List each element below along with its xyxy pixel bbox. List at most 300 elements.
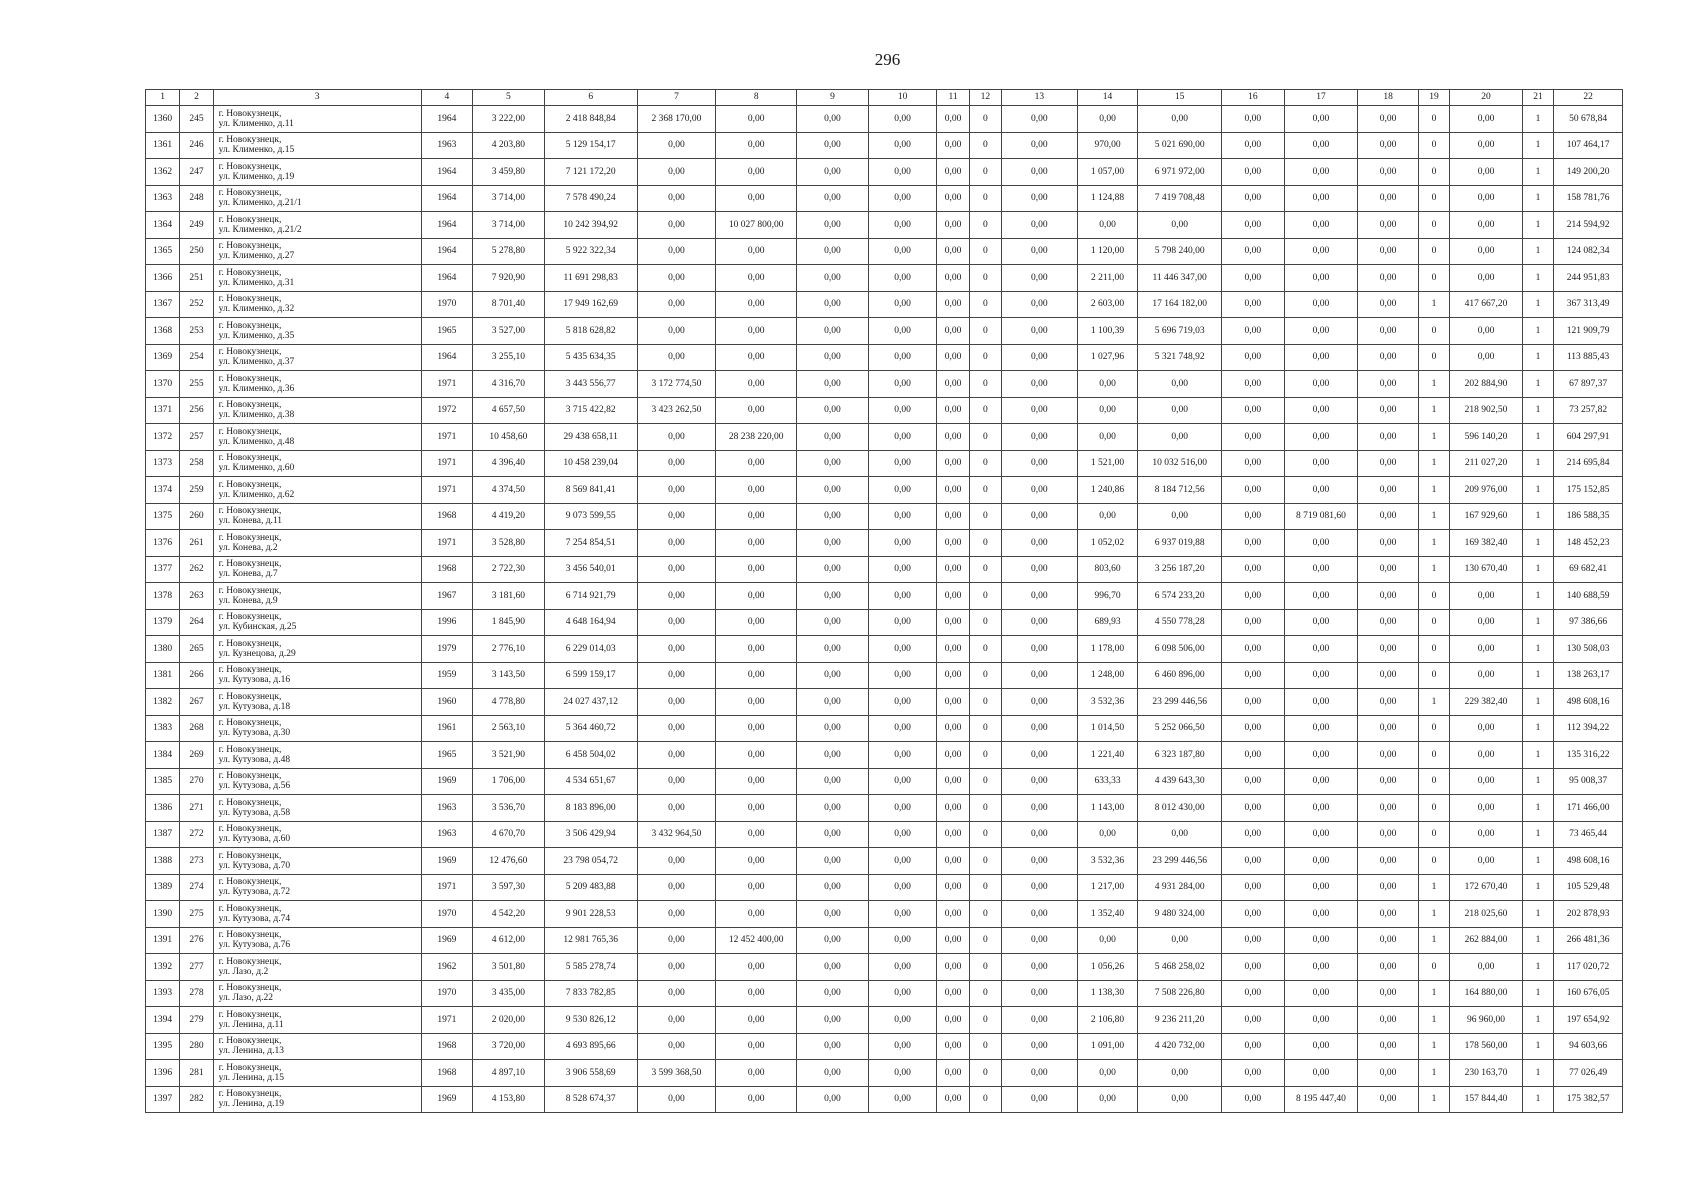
- table-cell: 0,00: [797, 1060, 869, 1087]
- table-cell: 0,00: [716, 530, 797, 557]
- table-cell: 0,00: [1222, 609, 1285, 636]
- table-cell: 0,00: [1450, 583, 1523, 610]
- table-cell: 0,00: [1222, 848, 1285, 875]
- address-cell: [213, 265, 421, 292]
- table-cell: 2 563,10: [473, 715, 545, 742]
- table-cell: 0: [969, 821, 1001, 848]
- table-cell: 0,00: [637, 1086, 716, 1113]
- table-row: [146, 662, 1623, 689]
- table-cell: 0,00: [637, 477, 716, 504]
- table-cell: 1: [1522, 980, 1553, 1007]
- table-cell: 0,00: [1358, 980, 1419, 1007]
- table-cell: 0: [969, 344, 1001, 371]
- table-cell: 0,00: [1284, 159, 1358, 186]
- table-cell: 0,00: [1002, 530, 1078, 557]
- table-row: [146, 265, 1623, 292]
- table-cell: 0,00: [1284, 742, 1358, 769]
- table-cell: 1: [1418, 1060, 1449, 1087]
- table-cell: 0,00: [1358, 609, 1419, 636]
- address-line: ул. Кубинская, д.25: [218, 622, 297, 633]
- table-cell: 1: [1522, 159, 1553, 186]
- table-cell: 9 236 211,20: [1138, 1007, 1222, 1034]
- table-cell: 265: [180, 636, 213, 663]
- table-cell: 10 027 800,00: [716, 212, 797, 239]
- table-cell: 24 027 437,12: [544, 689, 637, 716]
- table-cell: 95 008,37: [1554, 768, 1623, 795]
- table-cell: 8 195 447,40: [1284, 1086, 1358, 1113]
- column-header: 13: [1002, 90, 1078, 106]
- table-cell: 1 100,39: [1077, 318, 1138, 345]
- table-cell: 0,00: [1284, 1007, 1358, 1034]
- table-cell: 0,00: [1138, 503, 1222, 530]
- table-cell: 596 140,20: [1450, 424, 1523, 451]
- table-cell: 1: [1522, 344, 1553, 371]
- table-cell: 0,00: [1222, 132, 1285, 159]
- table-cell: 0,00: [1358, 768, 1419, 795]
- address-cell: [213, 1086, 421, 1113]
- table-cell: 0,00: [1284, 344, 1358, 371]
- table-cell: 1 352,40: [1077, 901, 1138, 928]
- table-cell: 1 052,02: [1077, 530, 1138, 557]
- address-line: г. Новокузнецк,: [218, 691, 282, 702]
- address-line: ул. Кутузова, д.48: [218, 754, 291, 765]
- table-cell: 0,00: [937, 477, 969, 504]
- table-cell: 1: [1522, 318, 1553, 345]
- table-cell: 1: [1522, 715, 1553, 742]
- table-cell: 0,00: [937, 636, 969, 663]
- column-header: 17: [1284, 90, 1358, 106]
- table-cell: 0,00: [1002, 795, 1078, 822]
- table-cell: 0,00: [1450, 821, 1523, 848]
- table-cell: 0,00: [1284, 874, 1358, 901]
- table-cell: 0,00: [868, 1033, 937, 1060]
- table-cell: 0,00: [1002, 715, 1078, 742]
- table-cell: 158 781,76: [1554, 185, 1623, 212]
- column-header: 8: [716, 90, 797, 106]
- table-cell: 0,00: [1358, 1086, 1419, 1113]
- table-cell: 0,00: [868, 397, 937, 424]
- table-cell: 29 438 658,11: [544, 424, 637, 451]
- table-cell: 3 222,00: [473, 106, 545, 133]
- table-cell: 0,00: [1358, 212, 1419, 239]
- address-line: ул. Конева, д.2: [218, 542, 278, 553]
- table-cell: 254: [180, 344, 213, 371]
- table-row: [146, 503, 1623, 530]
- table-cell: 0,00: [937, 238, 969, 265]
- table-cell: 0,00: [1358, 530, 1419, 557]
- table-cell: 135 316,22: [1554, 742, 1623, 769]
- table-cell: 266 481,36: [1554, 927, 1623, 954]
- address-line: ул. Клименко, д.48: [218, 436, 295, 447]
- table-cell: 12 476,60: [473, 848, 545, 875]
- table-row: [146, 185, 1623, 212]
- table-cell: 264: [180, 609, 213, 636]
- table-cell: 0,00: [637, 424, 716, 451]
- table-cell: 1970: [421, 901, 472, 928]
- table-cell: 23 798 054,72: [544, 848, 637, 875]
- table-cell: 0: [1418, 212, 1449, 239]
- table-cell: 0,00: [1358, 503, 1419, 530]
- table-row: [146, 715, 1623, 742]
- table-cell: 0,00: [637, 291, 716, 318]
- table-cell: 1370: [146, 371, 180, 398]
- table-cell: 246: [180, 132, 213, 159]
- table-cell: 0: [969, 397, 1001, 424]
- address-line: г. Новокузнецк,: [218, 718, 282, 729]
- table-cell: 3 143,50: [473, 662, 545, 689]
- table-cell: 1: [1418, 874, 1449, 901]
- table-cell: 4 203,80: [473, 132, 545, 159]
- table-cell: 4 693 895,66: [544, 1033, 637, 1060]
- table-cell: 1377: [146, 556, 180, 583]
- table-cell: 0,00: [1002, 662, 1078, 689]
- table-cell: 0,00: [1358, 689, 1419, 716]
- address-line: ул. Кутузова, д.58: [218, 807, 291, 818]
- table-cell: 0: [1418, 768, 1449, 795]
- address-line: ул. Кутузова, д.70: [218, 860, 291, 871]
- table-cell: 0: [1418, 344, 1449, 371]
- address-line: г. Новокузнецк,: [218, 771, 282, 782]
- address-line: ул. Клименко, д.35: [218, 330, 295, 341]
- table-cell: 3 906 558,69: [544, 1060, 637, 1087]
- table-cell: 9 901 228,53: [544, 901, 637, 928]
- table-cell: 0,00: [868, 503, 937, 530]
- address-cell: [213, 185, 421, 212]
- table-cell: 1: [1522, 132, 1553, 159]
- table-cell: 3 456 540,01: [544, 556, 637, 583]
- table-cell: 28 238 220,00: [716, 424, 797, 451]
- table-cell: 0: [969, 424, 1001, 451]
- table-cell: 0,00: [637, 450, 716, 477]
- table-cell: 0: [969, 874, 1001, 901]
- table-cell: 6 599 159,17: [544, 662, 637, 689]
- table-cell: 23 299 446,56: [1138, 848, 1222, 875]
- table-cell: 0: [1418, 848, 1449, 875]
- table-cell: 0,00: [1450, 132, 1523, 159]
- table-row: [146, 583, 1623, 610]
- table-cell: 4 612,00: [473, 927, 545, 954]
- column-header: 4: [421, 90, 472, 106]
- table-cell: 0,00: [637, 159, 716, 186]
- address-line: г. Новокузнецк,: [218, 161, 282, 172]
- table-cell: 0,00: [1284, 980, 1358, 1007]
- table-cell: 0,00: [637, 132, 716, 159]
- address-line: г. Новокузнецк,: [218, 108, 282, 119]
- table-cell: 0,00: [716, 980, 797, 1007]
- table-cell: 0,00: [1002, 132, 1078, 159]
- table-cell: 0,00: [937, 715, 969, 742]
- table-row: [146, 450, 1623, 477]
- table-cell: 281: [180, 1060, 213, 1087]
- table-cell: 0,00: [1222, 291, 1285, 318]
- table-cell: 0,00: [937, 821, 969, 848]
- address-line: г. Новокузнецк,: [218, 373, 282, 384]
- table-cell: 0,00: [1002, 318, 1078, 345]
- address-line: г. Новокузнецк,: [218, 744, 282, 755]
- table-cell: 0,00: [1358, 954, 1419, 981]
- table-cell: 157 844,40: [1450, 1086, 1523, 1113]
- table-cell: 1964: [421, 238, 472, 265]
- address-line: г. Новокузнецк,: [218, 903, 282, 914]
- address-line: ул. Клименко, д.62: [218, 489, 295, 500]
- table-cell: 4 931 284,00: [1138, 874, 1222, 901]
- table-cell: 1962: [421, 954, 472, 981]
- registry-table: [145, 89, 1623, 1113]
- table-cell: 0,00: [1450, 636, 1523, 663]
- table-cell: 0,00: [1358, 159, 1419, 186]
- table-cell: 0: [969, 636, 1001, 663]
- table-cell: 1 706,00: [473, 768, 545, 795]
- table-cell: 214 594,92: [1554, 212, 1623, 239]
- table-cell: 0,00: [797, 821, 869, 848]
- address-line: г. Новокузнецк,: [218, 638, 282, 649]
- table-cell: 0,00: [1138, 106, 1222, 133]
- table-cell: 0,00: [797, 980, 869, 1007]
- address-cell: [213, 238, 421, 265]
- address-line: г. Новокузнецк,: [218, 214, 282, 225]
- table-cell: 0,00: [1002, 291, 1078, 318]
- column-header: 6: [544, 90, 637, 106]
- table-cell: 3 459,80: [473, 159, 545, 186]
- table-cell: 0: [969, 185, 1001, 212]
- table-cell: 0,00: [637, 927, 716, 954]
- table-cell: 262: [180, 556, 213, 583]
- table-cell: 244 951,83: [1554, 265, 1623, 292]
- table-cell: 0,00: [868, 106, 937, 133]
- table-cell: 0,00: [1002, 1060, 1078, 1087]
- column-header: 18: [1358, 90, 1419, 106]
- table-cell: 0,00: [868, 1060, 937, 1087]
- table-cell: 1961: [421, 715, 472, 742]
- table-cell: 1: [1522, 424, 1553, 451]
- table-cell: 6 460 896,00: [1138, 662, 1222, 689]
- table-cell: 0,00: [868, 344, 937, 371]
- table-cell: 0,00: [1222, 689, 1285, 716]
- table-cell: 5 585 278,74: [544, 954, 637, 981]
- table-cell: 1: [1522, 1007, 1553, 1034]
- table-cell: 0,00: [797, 477, 869, 504]
- table-cell: 0: [1418, 636, 1449, 663]
- table-cell: 417 667,20: [1450, 291, 1523, 318]
- address-cell: [213, 583, 421, 610]
- address-line: ул. Клименко, д.32: [218, 304, 295, 315]
- table-cell: 1964: [421, 106, 472, 133]
- table-cell: 1: [1522, 212, 1553, 239]
- table-cell: 8 528 674,37: [544, 1086, 637, 1113]
- table-cell: 272: [180, 821, 213, 848]
- table-cell: 7 121 172,20: [544, 159, 637, 186]
- table-row: [146, 901, 1623, 928]
- table-cell: 0,00: [1284, 636, 1358, 663]
- table-cell: 138 263,17: [1554, 662, 1623, 689]
- table-cell: 0: [969, 265, 1001, 292]
- table-cell: 0,00: [937, 768, 969, 795]
- table-cell: 0,00: [637, 742, 716, 769]
- table-cell: 0,00: [637, 1033, 716, 1060]
- table-cell: 0,00: [1284, 1033, 1358, 1060]
- table-cell: 0,00: [1284, 795, 1358, 822]
- table-cell: 0,00: [716, 901, 797, 928]
- table-row: [146, 291, 1623, 318]
- address-cell: [213, 980, 421, 1007]
- address-cell: [213, 450, 421, 477]
- table-cell: 1968: [421, 556, 472, 583]
- table-header: [146, 90, 1623, 106]
- table-cell: 0,00: [716, 344, 797, 371]
- table-cell: 263: [180, 583, 213, 610]
- table-cell: 10 242 394,92: [544, 212, 637, 239]
- table-cell: 0,00: [1002, 503, 1078, 530]
- table-cell: 0: [1418, 609, 1449, 636]
- table-cell: 0: [969, 689, 1001, 716]
- table-cell: 2 020,00: [473, 1007, 545, 1034]
- table-cell: 0,00: [1222, 742, 1285, 769]
- table-cell: 0,00: [716, 291, 797, 318]
- table-cell: 0,00: [797, 848, 869, 875]
- table-cell: 23 299 446,56: [1138, 689, 1222, 716]
- table-cell: 0,00: [1077, 503, 1138, 530]
- table-cell: 202 878,93: [1554, 901, 1623, 928]
- table-cell: 278: [180, 980, 213, 1007]
- table-cell: 0,00: [1450, 185, 1523, 212]
- table-cell: 0,00: [797, 159, 869, 186]
- address-line: ул. Клименко, д.21/2: [218, 224, 302, 235]
- table-cell: 1969: [421, 1086, 472, 1113]
- column-header: 1: [146, 90, 180, 106]
- table-cell: 1375: [146, 503, 180, 530]
- table-cell: 197 654,92: [1554, 1007, 1623, 1034]
- table-cell: 0,00: [797, 291, 869, 318]
- table-cell: 259: [180, 477, 213, 504]
- address-line: г. Новокузнецк,: [218, 506, 282, 517]
- table-cell: 0: [1418, 159, 1449, 186]
- table-cell: 1959: [421, 662, 472, 689]
- table-cell: 0,00: [1222, 1060, 1285, 1087]
- table-cell: 0,00: [1358, 742, 1419, 769]
- table-cell: 0,00: [716, 662, 797, 689]
- address-cell: [213, 159, 421, 186]
- address-line: г. Новокузнецк,: [218, 1062, 282, 1073]
- address-cell: [213, 742, 421, 769]
- table-cell: 0,00: [716, 318, 797, 345]
- table-cell: 0,00: [868, 371, 937, 398]
- table-cell: 1369: [146, 344, 180, 371]
- table-cell: 0,00: [1358, 450, 1419, 477]
- table-cell: 0,00: [797, 397, 869, 424]
- table-cell: 1360: [146, 106, 180, 133]
- table-cell: 12 981 765,36: [544, 927, 637, 954]
- table-cell: 8 183 896,00: [544, 795, 637, 822]
- table-cell: 3 521,90: [473, 742, 545, 769]
- table-cell: 1: [1522, 636, 1553, 663]
- table-cell: 270: [180, 768, 213, 795]
- table-cell: 0: [969, 371, 1001, 398]
- table-cell: 4 778,80: [473, 689, 545, 716]
- table-cell: 0,00: [716, 556, 797, 583]
- table-cell: 0: [969, 450, 1001, 477]
- table-cell: 112 394,22: [1554, 715, 1623, 742]
- table-cell: 0,00: [1002, 371, 1078, 398]
- table-cell: 0,00: [797, 106, 869, 133]
- address-line: г. Новокузнецк,: [218, 665, 282, 676]
- address-cell: [213, 106, 421, 133]
- table-cell: 0,00: [1222, 318, 1285, 345]
- table-cell: 0,00: [1222, 450, 1285, 477]
- table-cell: 0,00: [1222, 1086, 1285, 1113]
- table-cell: 0,00: [637, 901, 716, 928]
- table-cell: 7 578 490,24: [544, 185, 637, 212]
- table-cell: 1372: [146, 424, 180, 451]
- table-cell: 0,00: [1077, 1060, 1138, 1087]
- table-cell: 0,00: [1002, 424, 1078, 451]
- table-cell: 1: [1522, 662, 1553, 689]
- table-cell: 0,00: [1222, 503, 1285, 530]
- table-cell: 130 670,40: [1450, 556, 1523, 583]
- table-cell: 4 534 651,67: [544, 768, 637, 795]
- table-cell: 1: [1522, 821, 1553, 848]
- table-cell: 73 465,44: [1554, 821, 1623, 848]
- table-cell: 0,00: [1284, 954, 1358, 981]
- table-cell: 3 435,00: [473, 980, 545, 1007]
- table-cell: 1: [1522, 397, 1553, 424]
- table-cell: 0,00: [716, 689, 797, 716]
- column-header: 21: [1522, 90, 1553, 106]
- table-cell: 0,00: [1358, 106, 1419, 133]
- table-cell: 4 316,70: [473, 371, 545, 398]
- table-cell: 0,00: [1284, 768, 1358, 795]
- table-cell: 1 091,00: [1077, 1033, 1138, 1060]
- table-cell: 0: [1418, 954, 1449, 981]
- table-cell: 0,00: [1284, 1060, 1358, 1087]
- address-cell: [213, 503, 421, 530]
- table-cell: 1: [1418, 424, 1449, 451]
- table-cell: 0: [969, 980, 1001, 1007]
- table-cell: 0,00: [797, 556, 869, 583]
- table-cell: 1 120,00: [1077, 238, 1138, 265]
- address-cell: [213, 1060, 421, 1087]
- table-cell: 1374: [146, 477, 180, 504]
- address-line: г. Новокузнецк,: [218, 797, 282, 808]
- table-cell: 0,00: [1450, 954, 1523, 981]
- table-cell: 0,00: [797, 371, 869, 398]
- table-cell: 0: [1418, 238, 1449, 265]
- table-cell: 1390: [146, 901, 180, 928]
- table-cell: 1: [1522, 265, 1553, 292]
- table-cell: 0,00: [1358, 185, 1419, 212]
- table-cell: 5 435 634,35: [544, 344, 637, 371]
- table-cell: 0,00: [1358, 821, 1419, 848]
- table-cell: 0,00: [716, 238, 797, 265]
- table-cell: 0,00: [1222, 106, 1285, 133]
- table-cell: 0,00: [1358, 1033, 1419, 1060]
- address-line: ул. Кутузова, д.60: [218, 834, 291, 845]
- table-cell: 0,00: [868, 874, 937, 901]
- table-cell: 0,00: [868, 450, 937, 477]
- table-cell: 0,00: [1077, 821, 1138, 848]
- table-cell: 5 468 258,02: [1138, 954, 1222, 981]
- table-cell: 0: [969, 238, 1001, 265]
- table-cell: 0,00: [1284, 424, 1358, 451]
- table-cell: 0,00: [797, 874, 869, 901]
- table-cell: 0,00: [1077, 1086, 1138, 1113]
- table-row: [146, 397, 1623, 424]
- table-cell: 0,00: [716, 371, 797, 398]
- table-cell: 218 902,50: [1450, 397, 1523, 424]
- table-cell: 17 949 162,69: [544, 291, 637, 318]
- column-header: 20: [1450, 90, 1523, 106]
- address-line: ул. Конева, д.7: [218, 569, 278, 580]
- table-cell: 0,00: [637, 185, 716, 212]
